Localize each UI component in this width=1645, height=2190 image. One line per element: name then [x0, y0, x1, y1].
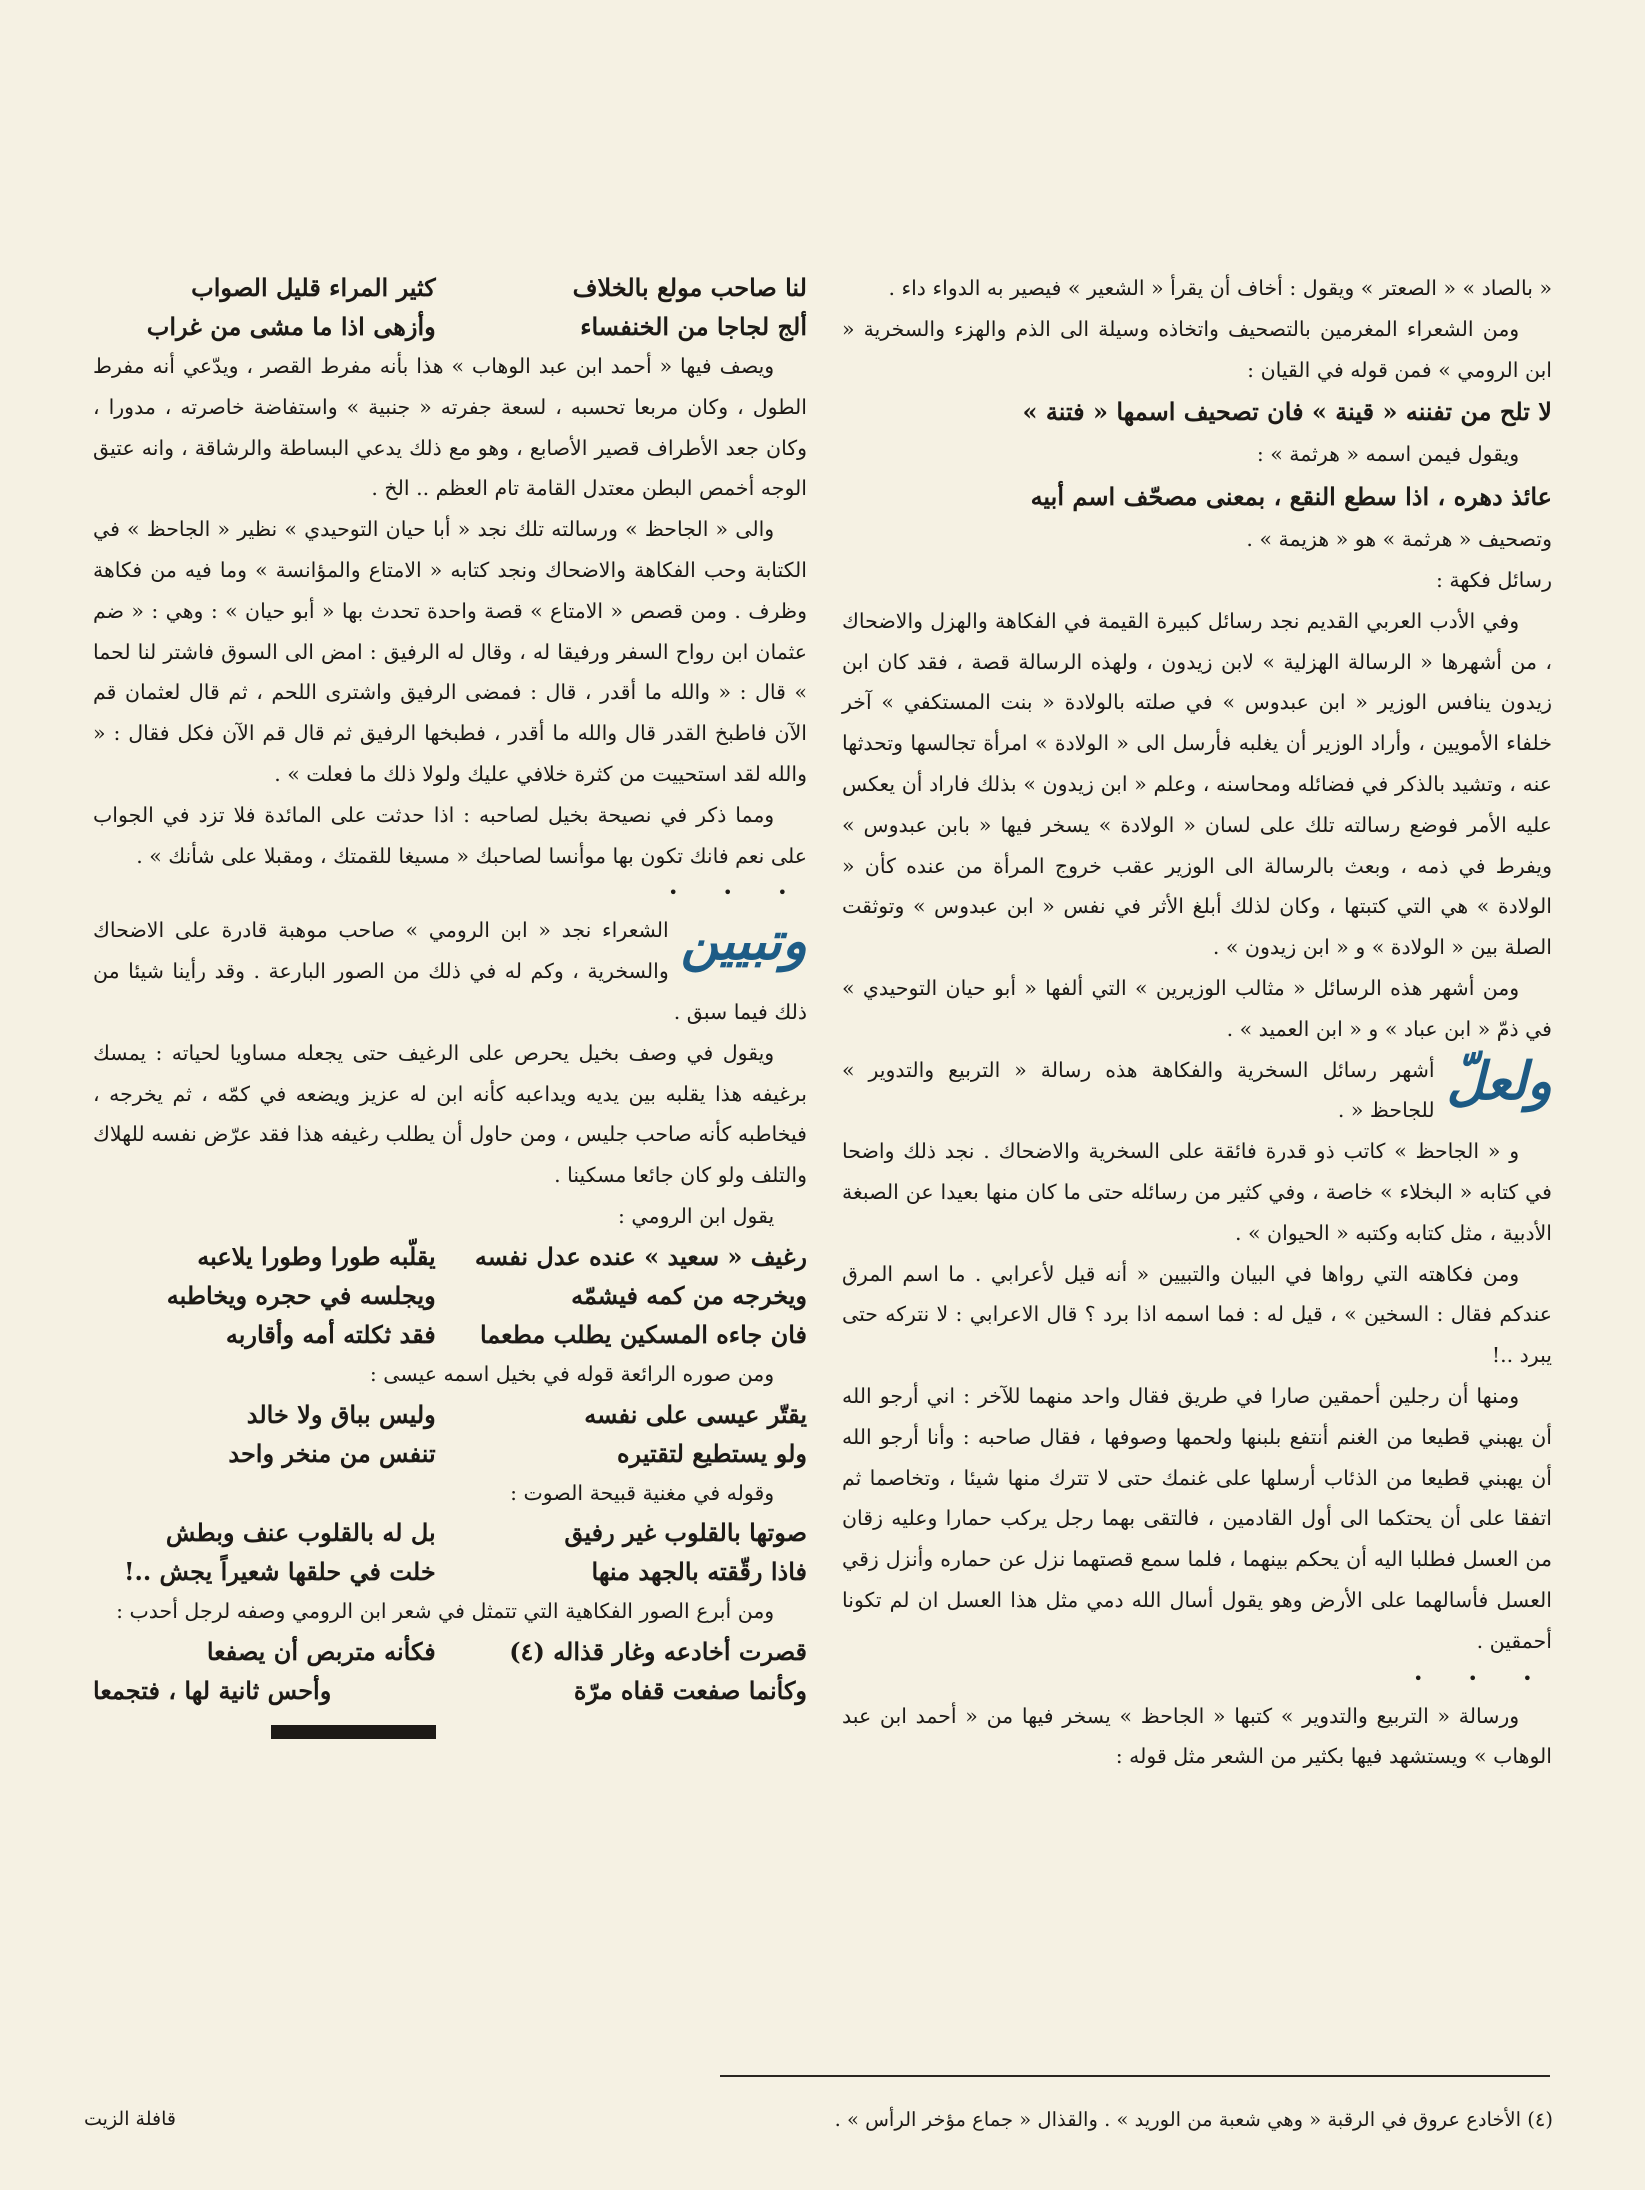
poem-verse [93, 1552, 807, 1591]
paragraph: و « الجاحظ » كاتب ذو قدرة فائقة على السخرية والاضحاك . نجد ذلك واضحا في كتابه « البخلاء » خاصة ، وفي كثير من رسائله حتى ما كان منها بعيدا عن الصبغة الأدبية ، مثل كتابه وكتبه « الحيوان » . [842, 1139, 1552, 1245]
poem-verse [93, 1513, 807, 1552]
calligraphy-decoration: وتبيين [680, 911, 807, 973]
paragraph: ومن فكاهته التي رواها في البيان والتبيين « أنه قيل لأعرابي . ما اسم المرق عندكم فقال : السخين » ، قيل له : فما اسمه اذا برد ؟ قال الاعرابي : لا نتركه حتى يبرد ..! [842, 1261, 1552, 1368]
section-heading: رسائل فكهة : [1435, 567, 1552, 592]
hemistich: ألج لجاجا من الخنفساء [580, 312, 807, 341]
hemistich: فان جاءه المسكين يطلب مطعما [479, 1319, 807, 1349]
hemistich: ويخرجه من كمه فيشمّه [571, 1280, 807, 1310]
paragraph: ومن صوره الرائعة قوله في بخيل اسمه عيسى : [369, 1361, 775, 1386]
hemistich: فكأنه متربص أن يصفعا [206, 1637, 436, 1667]
left-column [93, 268, 807, 1749]
paragraph: يقول ابن الرومي : [617, 1203, 775, 1228]
hemistich: رغيف « سعيد » عنده عدل نفسه [474, 1241, 807, 1271]
paragraph: ومن أشهر هذه الرسائل « مثالب الوزيرين » التي ألفها « أبو حيان التوحيدي » في ذمّ « ابن عباد » و « ابن العميد » . [842, 975, 1552, 1041]
hemistich: كثير المراء قليل الصواب [191, 273, 436, 302]
verse: عائذ دهره ، اذا سطع النقع ، بمعنى مصحّف اسم أبيه [1030, 482, 1552, 512]
paragraph: والى « الجاحظ » ورسالته تلك نجد « أبا حيان التوحيدي » نظير « الجاحظ » في الكتابة وحب الفكاهة والاضحاك ونجد كتابه « الامتاع والمؤانسة » وما فيه من فكاهة وظرف . ومن قصص « الامتاع » قصة واحدة تحدث بها « أبو حيان » : وهي : « ضم عثمان ابن رواح السفر ورفيقا له ، وقال له الرفيق : امض الى السوق فاشتر لنا لحما » قال : « والله ما أقدر ، قال : فمضى الرفيق واشترى اللحم ، ثم قال لعثمان قم الآن فاطبخ القدر قال والله ما أقدر ، فطبخها الرفيق ثم قال قم الآن فكل فقال : « والله لقد استحييت من كثرة خلافي عليك ولولا ذلك ما فعلت » . [93, 517, 807, 786]
paragraph: ويصف فيها « أحمد ابن عبد الوهاب » هذا بأنه مفرط القصر ، ويدّعي أنه مفرط الطول ، وكان مربعا تحسبه ، لسعة جفرته « جنبية » واستفاضة خاصرته ، مدورا ، وكان جعد الأطراف قصير الأصابع ، وهو مع ذلك يدعي البساطة والرشاقة ، وانه عتيق الوجه أخمص البطن معتدل القامة تام العظم .. الخ . [93, 354, 807, 501]
magazine-name: قافلة الزيت [84, 2108, 176, 2130]
paragraph: « بالصاد » « الصعتر » ويقول : أخاف أن يقرأ « الشعير » فيصير به الدواء داء . [888, 276, 1552, 300]
hemistich: بل له بالقلوب عنف وبطش [165, 1518, 436, 1548]
footnote-divider [720, 2075, 1550, 2077]
poem-verse [93, 1237, 807, 1276]
hemistich: ولو يستطيع لتقتيره [616, 1438, 807, 1468]
paragraph: ويقول في وصف بخيل يحرص على الرغيف حتى يجعله مساويا لحياته : يمسك برغيفه هذا يقلبه بين يديه ويداعبه كأنه ابن له عزيز ويضعه في كمّه ، ثم يخرجه ، فيخاطبه كأنه صاحب جليس ، ومن حاول أن يطلب رغيفه هذا فقد عرّض نفسه للهلاك والتلف ولو كان جائعا مسكينا . [93, 1040, 807, 1188]
footnote: (٤) الأخادع عروق في الرقبة « وهي شعبة من الوريد » . والقذال « جماع مؤخر الرأس » . [834, 2108, 1553, 2131]
poem [93, 1632, 807, 1749]
calligraphy-decoration: ولعلّ [1446, 1050, 1552, 1112]
poem-verse [93, 1632, 807, 1671]
end-of-article-mark [271, 1725, 436, 1739]
poem-verse [93, 1434, 807, 1473]
hemistich: ويجلسه في حجره ويخاطبه [166, 1280, 436, 1310]
poem-verse [93, 307, 807, 346]
paragraph: ومن أبرع الصور الفكاهية التي تتمثل في شعر ابن الرومي وصفه لرجل أحدب : [116, 1599, 775, 1624]
paragraph-with-calligraphy [842, 1050, 1552, 1132]
hemistich: وليس بباق ولا خالد [246, 1399, 436, 1429]
poem-verse [93, 268, 807, 307]
poem-verse [93, 1315, 807, 1354]
paragraph-with-calligraphy [93, 910, 807, 1032]
poem-verse [93, 1276, 807, 1315]
paragraph: ومنها أن رجلين أحمقين صارا في طريق فقال واحد منهما للآخر : اني أرجو الله أن يهبني قطيعا من الغنم أنتفع بلبنها ولحمها وصوفها ، فقال صاحبه : وأنا أرجو الله أن يهبني قطيعا من الذئاب أرسلها على غنمك حتى لا تترك منها شيئا ، وتخاصما ثم اتفقا على أن يحتكما الى أول القادمين ، فالتقى بهما رجل يركب حمارا وعليه زقان من العسل فطلبا اليه أن يحكم بينهما ، فلما سمع قصتهما نزل عن حماره وأنزل زقي العسل فأسالهما على الأرض وهو يقول أسال الله دمي مثل هذا العسل ان لم تكونا أحمقين . [842, 1383, 1552, 1653]
paragraph: وتصحيف « هرثمة » هو « هزيمة » . [1246, 527, 1552, 552]
hemistich: خلت في حلقها شعيراً يجش ..! [123, 1557, 436, 1587]
paragraph: ومما ذكر في نصيحة بخيل لصاحبه : اذا حدثت على المائدة فلا تزد في الجواب على نعم فانك تكون بها موأنسا لصاحبك « مسيغا للقمتك ، ومقبلا على شأنك » . [93, 802, 807, 868]
hemistich: صوتها بالقلوب غير رفيق [564, 1518, 807, 1548]
right-column [842, 268, 1552, 1777]
paragraph: الشعراء نجد « ابن الرومي » صاحب موهبة قادرة على الاضحاك والسخرية ، وكم له في ذلك من الصور البارعة . وقد رأينا شيئا من ذلك فيما سبق . [93, 918, 807, 1024]
section-separator: • • • [668, 883, 807, 903]
paragraph: أشهر رسائل السخرية والفكاهة هذه رسالة « التربيع والتدوير » للجاحظ « . [842, 1057, 1435, 1123]
paragraph: وفي الأدب العربي القديم نجد رسائل كبيرة القيمة في الفكاهة والهزل والاضحاك ، من أشهرها « الرسالة الهزلية » لابن زيدون ، ولهذه الرسالة قصة ، فقد كان ابن زيدون ينافس الوزير « ابن عبدوس » في صلته بالولادة « بنت المستكفي » آخر خلفاء الأمويين ، وأراد الوزير أن يغلبه فأرسل الى « الولادة » امرأة تجالسها وتحدثها عنه ، وتشيد بالذكر في فضائله ومحاسنه ، وعلم « ابن زيدون » بذلك فاراد أن يعكس عليه الأمر فوضع رسالته تلك على لسان « الولادة » يسخر فيها « بابن عبدوس » ويفرط في ذمه ، وبعث بالرسالة الى الوزير عقب خروج المرأة من عنده كأن « الولادة » هي التي كتبتها ، وكان لذلك أبلغ الأثر في نفس « ابن عبدوس » وتوثقت الصلة بين « الولادة » و « ابن زيدون » . [842, 608, 1552, 960]
verse: لا تلح من تفننه « قينة » فان تصحيف اسمها « فتنة » [1022, 397, 1552, 427]
poem-verse [93, 1671, 807, 1749]
paragraph: ومن الشعراء المغرمين بالتصحيف واتخاذه وسيلة الى الذم والهزء والسخرية « ابن الرومي » فمن قوله في القيان : [842, 316, 1552, 382]
hemistich-with-end-mark [93, 1671, 436, 1749]
poem [93, 1513, 807, 1591]
hemistich: فاذا رقّقته بالجهد منها [591, 1557, 807, 1587]
hemistich: تنفس من منخر واحد [228, 1438, 436, 1468]
paragraph: وقوله في مغنية قبيحة الصوت : [510, 1480, 775, 1505]
paragraph: ورسالة « التربيع والتدوير » كتبها « الجاحظ » يسخر فيها من « أحمد ابن عبد الوهاب » ويستشهد فيها بكثير من الشعر مثل قوله : [842, 1703, 1552, 1769]
section-separator: • • • [1413, 1668, 1552, 1688]
poem [93, 268, 807, 346]
hemistich: وأحس ثانية لها ، فتجمعا [93, 1676, 332, 1706]
hemistich: وكأنما صفعت قفاه مرّة [573, 1676, 807, 1706]
hemistich: لنا صاحب مولع بالخلاف [572, 273, 807, 302]
hemistich: يقلّبه طورا وطورا يلاعبه [197, 1241, 436, 1271]
hemistich: وأزهى اذا ما مشى من غراب [146, 312, 436, 341]
hemistich: يقتّر عيسى على نفسه [584, 1399, 807, 1429]
paragraph: ويقول فيمن اسمه « هرثمة » : [1256, 442, 1520, 467]
poem-verse [93, 1395, 807, 1434]
hemistich: قصرت أخادعه وغار قذاله (٤) [509, 1637, 807, 1667]
poem [93, 1395, 807, 1473]
hemistich: فقد ثكلته أمه وأقاربه [225, 1319, 436, 1349]
poem [93, 1237, 807, 1354]
